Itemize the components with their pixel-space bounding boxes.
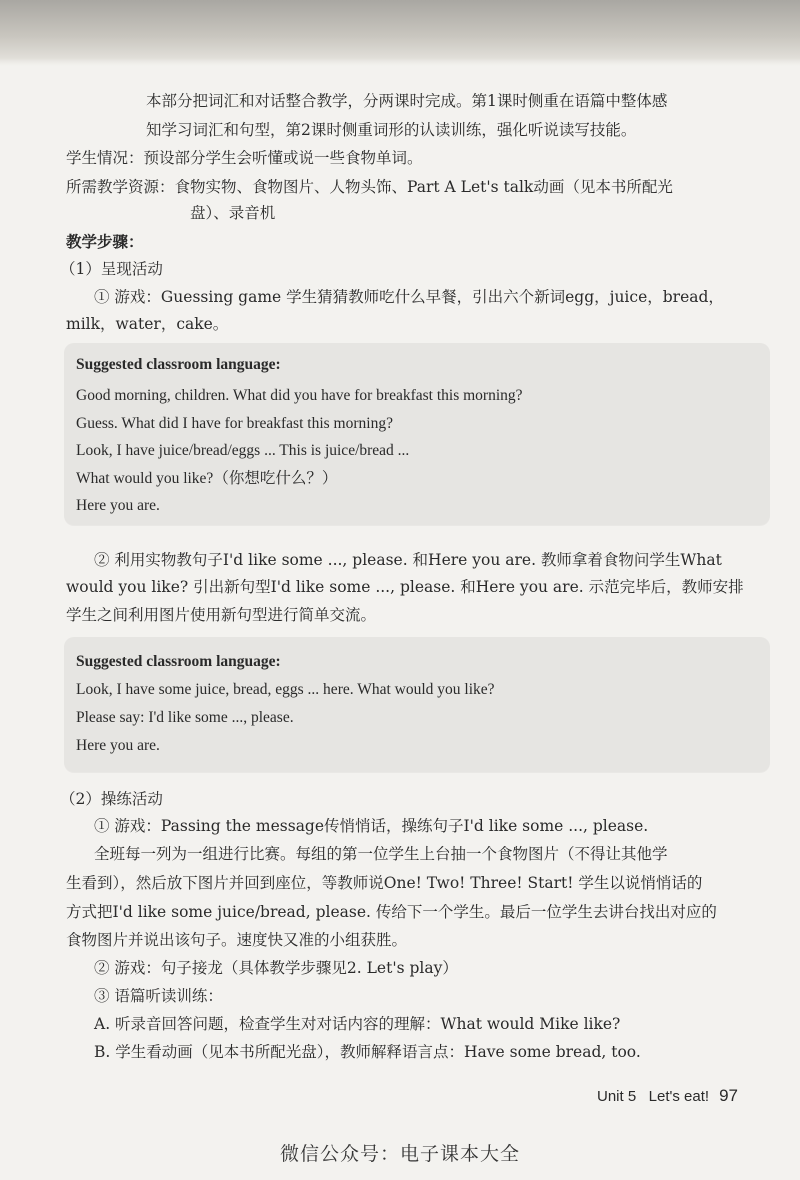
box1-title: Suggested classroom language: <box>76 356 281 373</box>
box2-line: Here you are. <box>76 737 160 754</box>
box2-line: Please say: I'd like some ..., please. <box>76 709 294 726</box>
section1-item2-line-1: ② 利用实物教句子I'd like some ..., please. 和Here you are. 教师拿着食物问学生What <box>94 551 722 569</box>
section2-item3-b: B. 学生看动画（见本书所配光盘），教师解释语言点：Have some bread, too. <box>94 1043 641 1061</box>
steps-heading: 教学步骤： <box>66 232 144 251</box>
section1-item2-line-3: 学生之间利用图片使用新句型进行简单交流。 <box>66 606 377 624</box>
box2-line: Look, I have some juice, bread, eggs ... here. What would you like? <box>76 681 495 698</box>
suggested-language-box-1 <box>64 343 770 525</box>
section1-item1-line-1: ① 游戏：Guessing game 学生猜猜教师吃什么早餐，引出六个新词egg，juice，bread， <box>94 288 724 306</box>
box1-line: Good morning, children. What did you have for breakfast this morning? <box>76 387 523 404</box>
unit-label: Unit 5 Let's eat! <box>596 1088 710 1105</box>
section1-item2-line-2: would you like? 引出新句型I'd like some ..., please. 和Here you are. 示范完毕后，教师安排 <box>66 578 744 596</box>
resources-line-2: 盘）、录音机 <box>190 204 276 222</box>
section2-item1: ① 游戏：Passing the message传悄悄话，操练句子I'd like some ..., please. <box>94 817 649 835</box>
section2-title: （2）操练活动 <box>60 790 163 808</box>
page-footer <box>597 1086 738 1106</box>
watermark: 微信公众号：电子课本大全 <box>279 1143 520 1165</box>
intro-line-2: 知学习词汇和句型，第2课时侧重词形的认读训练，强化听说读写技能。 <box>146 121 637 139</box>
section2-item3: ③ 语篇听读训练： <box>94 987 223 1005</box>
box1-line: What would you like?（你想吃什么？） <box>76 470 338 487</box>
box2-title: Suggested classroom language: <box>76 653 281 670</box>
section2-item1-detail-line-4: 食物图片并说出该句子。速度快又准的小组获胜。 <box>66 931 408 949</box>
section2-item1-detail-line-1: 全班每一列为一组进行比赛。每组的第一位学生上台抽一个食物图片（不得让其他学 <box>94 845 668 863</box>
student-situation: 学生情况：预设部分学生会听懂或说一些食物单词。 <box>66 149 423 167</box>
section1-title: （1）呈现活动 <box>60 260 163 278</box>
box1-line: Here you are. <box>76 497 160 514</box>
intro-line-1: 本部分把词汇和对话整合教学，分两课时完成。第1课时侧重在语篇中整体感 <box>146 92 668 110</box>
box1-line: Guess. What did I have for breakfast this morning? <box>76 415 393 432</box>
section2-item1-detail-line-3: 方式把I'd like some juice/bread, please. 传给下一个学生。最后一位学生去讲台找出对应的 <box>66 903 717 921</box>
page-number: 97 <box>719 1086 738 1105</box>
resources-line-1: 所需教学资源：食物实物、食物图片、人物头饰、Part A Let's talk动画（见本书所配光 <box>66 178 673 196</box>
section2-item2: ② 游戏：句子接龙（具体教学步骤见2. Let's play） <box>94 959 458 977</box>
suggested-language-box-2 <box>64 637 770 772</box>
section2-item1-detail-line-2: 生看到），然后放下图片并回到座位，等教师说One! Two! Three! Start! 学生以说悄悄话的 <box>66 874 703 892</box>
section1-item1-line-2: milk，water，cake。 <box>66 315 229 333</box>
section2-item3-a: A. 听录音回答问题，检查学生对对话内容的理解：What would Mike like? <box>94 1015 621 1033</box>
box1-line: Look, I have juice/bread/eggs ... This is juice/bread ... <box>76 442 410 459</box>
